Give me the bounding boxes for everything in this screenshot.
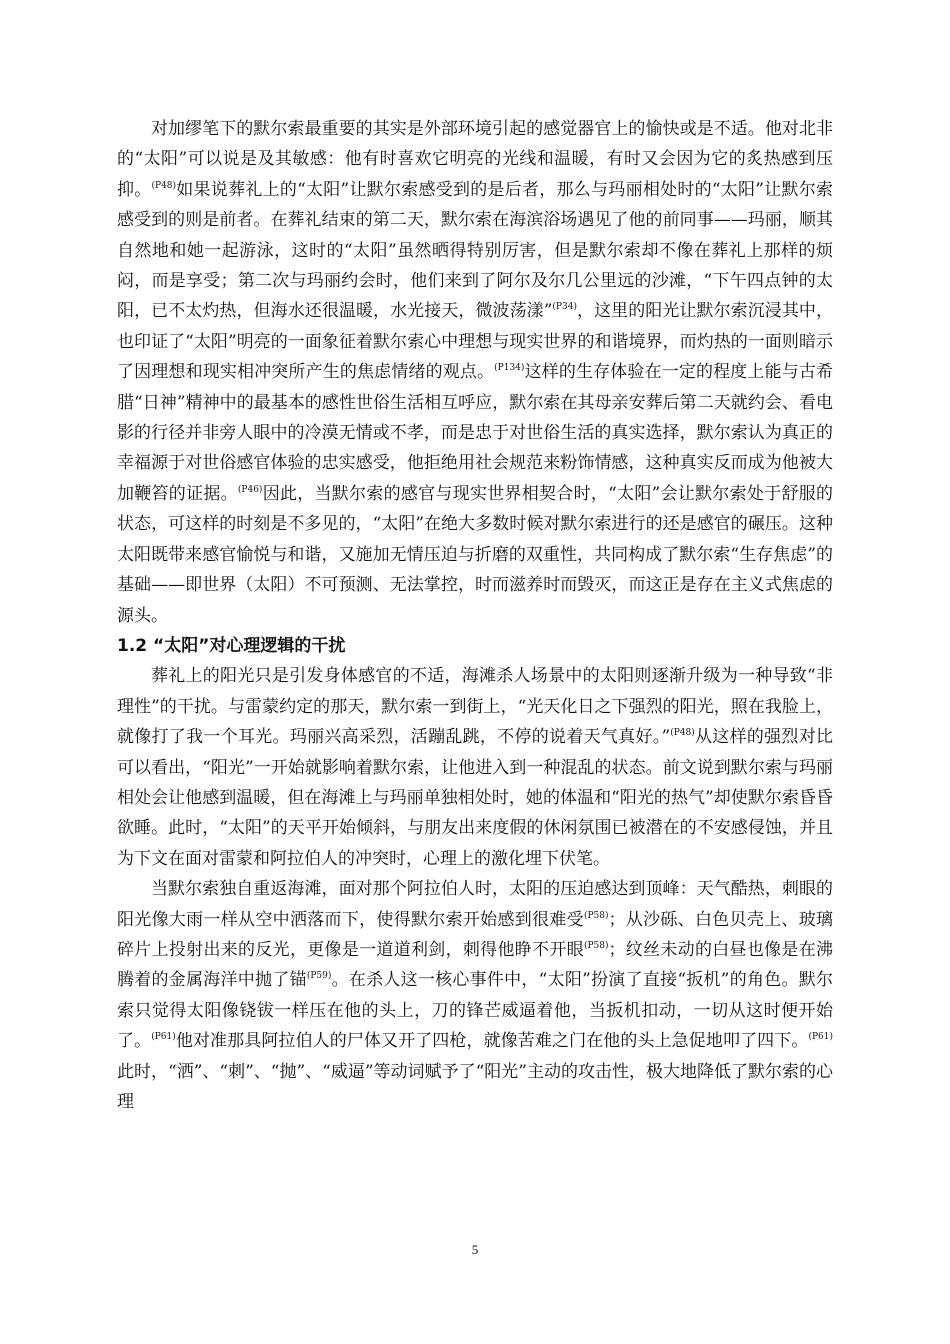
text-run: 此时，“洒”、“刺”、“抛”、“威逼”等动词赋予了“阳光”主动的攻击性，极大地降低了默尔索的心理 (117, 1061, 833, 1112)
page-number: 5 (471, 1242, 479, 1257)
section-heading: 1.2 “太阳”对心理逻辑的干扰 (117, 635, 346, 656)
text-run: 他对准那具阿拉伯人的尸体又开了四枪，就像苦难之门在他的头上急促地叩了四下。 (175, 1031, 809, 1052)
citation-superscript: (P58) (583, 940, 609, 951)
citation-superscript: (P48) (670, 728, 695, 739)
body-text (117, 114, 833, 1117)
citation-superscript: (P46) (237, 484, 263, 495)
text-run: 从这样的强烈对比可以看出，“阳光”一开始就影响着默尔索，让他进入到一种混乱的状态。前文说到默尔索与玛丽相处会让他感到温暖，但在海滩上与玛丽单独相处时，她的体温和“阳光的热气”却使默尔索昏昏欲睡。此时，“太阳”的天平开始倾斜，与朋友出来度假的休闲氛围已被潜在的不安感侵蚀，并且为下文在面对雷蒙和阿拉伯人的冲突时，心理上的激化埋下伏笔。 (117, 727, 833, 869)
text-run: 这样的生存体验在一定的程度上能与古希腊“日神”精神中的最基本的感性世俗生活相互呼应，默尔索在其母亲安葬后第二天就约会、看电影的行径并非旁人眼中的冷漠无情或不孝，而是忠于对世俗生活的真实选择，默尔索认为真正的幸福源于对世俗感官体验的忠实感受，他拒绝用社会规范来粉饰情感，这种真实反而成为他被大加鞭笞的证据。 (117, 362, 834, 504)
text-run: 当默尔索独自重返海滩，面对那个阿拉伯人时，太阳的压迫感达到顶峰：天气酷热，刺眼的阳光像大雨一样从空中洒落而下，使得默尔索开始感到很难受 (117, 879, 833, 930)
text-run: ；纹丝未动的白昼也像是在沸腾着的金属海洋中抛了锚 (117, 939, 834, 991)
citation-superscript: (P59) (306, 971, 332, 982)
citation-superscript: (P34) (552, 302, 577, 313)
text-run: 葬礼上的阳光只是引发身体感官的不适，海滩杀人场景中的太阳则逐渐升级为一种导致“非理性”的干扰。与雷蒙约定的那天，默尔索一到街上，“光天化日之下强烈的阳光，照在我脸上，就像打了我一个耳光。玛丽兴高采烈，活蹦乱跳，不停的说着天气真好。” (117, 666, 833, 748)
citation-superscript: (P134) (494, 363, 525, 374)
text-run: 因此，当默尔索的感官与现实世界相契合时，“太阳”会让默尔索处于舒服的状态，可这样的时刻是不多见的，“太阳”在绝大多数时候对默尔索进行的还是感官的碾压。这种太阳既带来感官愉悦与和谐，又施加无情压迫与折磨的双重性，共同构成了默尔索“生存焦虑”的基础——即世界（太阳）不可预测、无法掌控，时而滋养时而毁灭，而这正是存在主义式焦虑的源头。 (117, 483, 834, 626)
citation-superscript: (P61) (151, 1032, 176, 1043)
paragraph-2 (117, 661, 833, 874)
citation-superscript: (P61) (808, 1032, 834, 1043)
text-run: 如果说葬礼上的“太阳”让默尔索感受到的是后者，那么与玛丽相处时的“太阳”让默尔索感受到的则是前者。在葬礼结束的第二天，默尔索在海滨浴场遇见了他的前同事——玛丽，顺其自然地和她一起游泳，这时的“太阳”虽然晒得特别厉害，但是默尔索却不像在葬礼上那样的烦闷，而是享受；第二次与玛丽约会时，他们来到了阿尔及尔几公里远的沙滩，“下午四点钟的太阳，已不太灼热，但海水还很温暖，水光接天，微波荡漾” (117, 179, 834, 322)
paragraph-1 (117, 114, 833, 631)
text-run: ；从沙砾、白色贝壳上、玻璃碎片上投射出来的反光，更像是一道道利剑，刺得他睁不开眼 (117, 909, 834, 960)
text-run: ，这里的阳光让默尔索沉浸其中，也印证了“太阳”明亮的一面象征着默尔索心中理想与现实世界的和谐境界，而灼热的一面则暗示了因理想和现实相冲突所产生的焦虑情绪的观点。 (117, 301, 833, 383)
citation-superscript: (P48) (151, 180, 177, 191)
paragraph-3 (117, 874, 833, 1117)
text-run: 。在杀人这一核心事件中，“太阳”扮演了直接“扳机”的角色。默尔索只觉得太阳像铙钹一样压在他的头上，刀的锋芒威逼着他，当扳机扣动，一切从这时便开始了。 (117, 970, 834, 1052)
text-run: 对加缪笔下的默尔索最重要的其实是外部环境引起的感觉器官上的愉快或是不适。他对北非的“太阳”可以说是及其敏感：他有时喜欢它明亮的光线和温暖，有时又会因为它的炙热感到压抑。 (117, 119, 833, 200)
citation-superscript: (P58) (583, 910, 609, 921)
